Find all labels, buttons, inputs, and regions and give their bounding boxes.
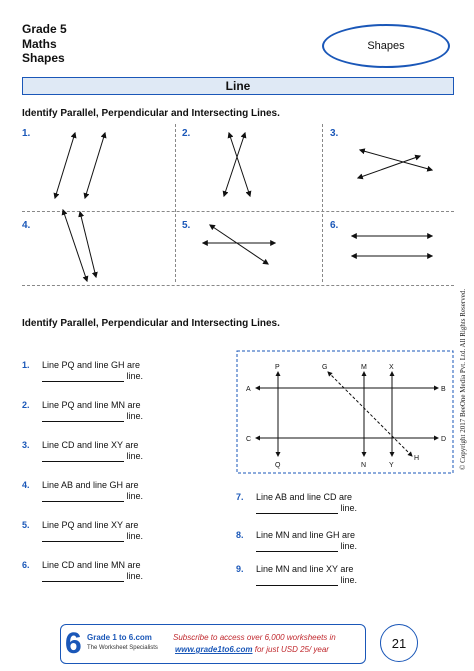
label-m: M <box>361 364 367 371</box>
question-text: Line MN and line XY are <box>256 564 354 574</box>
answer-blank[interactable] <box>256 504 338 514</box>
figure2-line-b <box>229 133 250 196</box>
diagram-frame <box>237 351 453 473</box>
grade-title: Grade 5 <box>22 22 67 36</box>
banner-title: Line <box>225 79 251 93</box>
logo-text: Grade 1 to 6.com <box>87 633 152 642</box>
answer-blank[interactable] <box>256 576 338 586</box>
logo-six: 6 <box>65 627 82 660</box>
question-number: 1. <box>22 360 30 370</box>
item3-label: 3. <box>330 128 339 139</box>
line-diagram <box>236 350 454 475</box>
question-4 <box>22 480 222 502</box>
question-text: Line PQ and line XY are <box>42 520 139 530</box>
question-1 <box>22 360 222 382</box>
question-3 <box>22 440 222 462</box>
question-number: 6. <box>22 560 30 570</box>
promo-price: for just USD 25/ year <box>252 645 329 654</box>
question-end: line. <box>126 531 144 541</box>
question-text: Line PQ and line GH are <box>42 360 141 370</box>
promo-link[interactable]: www.grade1to6.com <box>175 645 253 654</box>
label-a: A <box>246 386 251 393</box>
answer-blank[interactable] <box>42 572 124 582</box>
question-5 <box>22 520 222 542</box>
question-text: Line AB and line CD are <box>256 492 353 502</box>
logo-subtext: The Worksheet Specialists <box>87 645 158 651</box>
question-number: 2. <box>22 400 30 410</box>
question-text: Line CD and line MN are <box>42 560 141 570</box>
question-number: 5. <box>22 520 30 530</box>
topic-title: Shapes <box>22 51 65 65</box>
answer-blank[interactable] <box>42 372 124 382</box>
figure5-line-b <box>210 225 268 264</box>
question-end: line. <box>340 575 358 585</box>
section2-title: Identify Parallel, Perpendicular and Intersecting Lines. <box>22 318 280 329</box>
item2-label: 2. <box>182 128 191 139</box>
question-number: 3. <box>22 440 30 450</box>
question-text: Line PQ and line MN are <box>42 400 141 410</box>
question-end: line. <box>126 371 144 381</box>
topic-cloud-label: Shapes <box>367 40 405 52</box>
item1-label: 1. <box>22 128 31 139</box>
figure1-line-a <box>55 133 75 198</box>
item6-label: 6. <box>330 220 339 231</box>
label-p: P <box>275 364 280 371</box>
label-g: G <box>322 364 328 371</box>
label-x: X <box>389 364 394 371</box>
page-number: 21 <box>391 635 407 651</box>
question-number: 7. <box>236 492 244 502</box>
question-end: line. <box>126 411 144 421</box>
question-text: Line MN and line GH are <box>256 530 356 540</box>
label-n: N <box>361 462 367 469</box>
answer-blank[interactable] <box>256 542 338 552</box>
question-6 <box>22 560 222 582</box>
question-end: line. <box>340 503 358 513</box>
question-text: Line AB and line GH are <box>42 480 139 490</box>
question-end: line. <box>126 451 144 461</box>
question-7 <box>236 492 436 514</box>
item5-label: 5. <box>182 220 191 231</box>
page-number-badge <box>380 624 418 662</box>
item4-label: 4. <box>22 220 31 231</box>
answer-blank[interactable] <box>42 532 124 542</box>
label-b: B <box>441 386 446 393</box>
label-d: D <box>441 436 447 443</box>
label-q: Q <box>275 462 281 469</box>
label-h: H <box>414 455 420 462</box>
line-figures <box>0 0 474 300</box>
answer-blank[interactable] <box>42 452 124 462</box>
question-number: 8. <box>236 530 244 540</box>
label-y: Y <box>389 462 394 469</box>
figure2-line-a <box>224 133 245 196</box>
footer-banner <box>60 624 366 664</box>
answer-blank[interactable] <box>42 412 124 422</box>
question-2 <box>22 400 222 422</box>
line-gh <box>328 372 412 456</box>
question-8 <box>236 530 436 552</box>
question-9 <box>236 564 436 586</box>
subject-title: Maths <box>22 37 57 51</box>
question-number: 4. <box>22 480 30 490</box>
figure3-line-b <box>358 156 420 178</box>
question-end: line. <box>126 571 144 581</box>
promo-line1: Subscribe to access over 6,000 worksheets in <box>173 633 336 642</box>
question-number: 9. <box>236 564 244 574</box>
question-end: line. <box>340 541 358 551</box>
figure4-line-a <box>63 210 87 281</box>
figure3-line-a <box>360 150 432 170</box>
promo-line2 <box>175 645 329 654</box>
answer-blank[interactable] <box>42 492 124 502</box>
figure1-line-b <box>85 133 105 198</box>
label-c: C <box>246 436 252 443</box>
question-text: Line CD and line XY are <box>42 440 139 450</box>
question-end: line. <box>126 491 144 501</box>
section1-title: Identify Parallel, Perpendicular and Intersecting Lines. <box>22 108 280 119</box>
